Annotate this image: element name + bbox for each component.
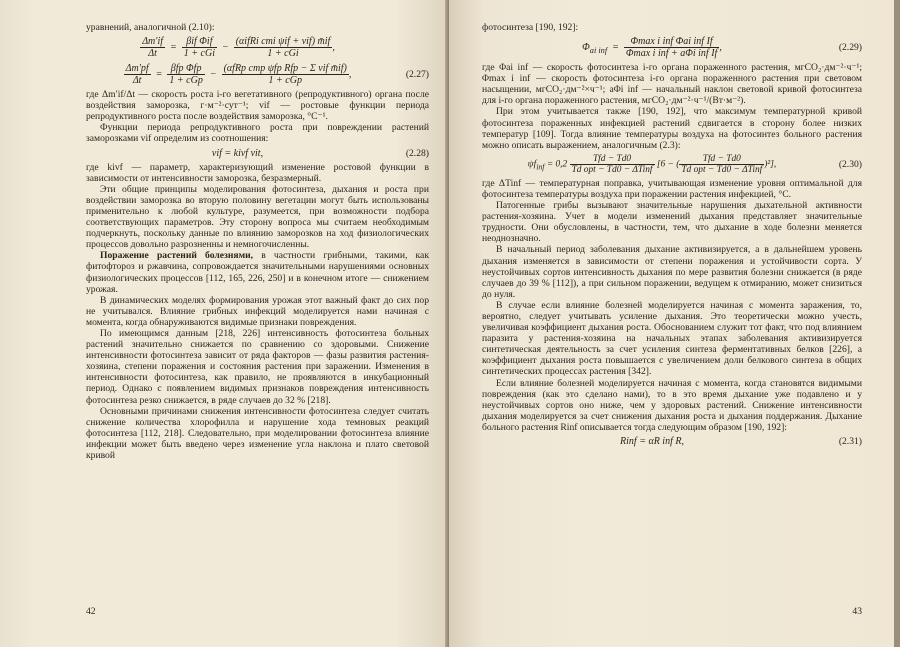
left-para-7: По имеющимся данным [218, 226] интенсивность фотосинтеза больных растений значительно снижается по сравнению со здоровыми. Снижение интенсивности фотосинтеза зависит от ряда факторов — фазы развития растения-хозяина, степени поражения и состояния растения при заражении. Изменения в интенсивности фотосинтеза, как правило, не проявляются в инкубационный период. Однако с появлением видимых признаков повреждения интенсивность фотосинтеза резко снижается, в ряде случаев до 32 % [218]. (86, 327, 429, 406)
right-para-4: Патогенные грибы вызывают значительные нарушения дыхательной активности растения-хозяина. Учет в модели изменений дыхания представляет значительные трудности. Они обусловлены, в частности, тем, что дыхание в ходе болезни меняется неоднозначно. (482, 200, 862, 245)
right-para-2: При этом учитывается также [190, 192], что максимум температурной кривой фотосинтеза пораженных инфекцией растений сдвигается в сторону более низких температур [109]. Тогда влияние температуры воздуха на фотосинтез больного растения можно описать выражением, аналогичным (2.3): (482, 106, 862, 151)
right-intro: фотосинтеза [190, 192]: (482, 22, 579, 33)
right-edge-shadow (894, 0, 900, 647)
left-para-6: В динамических моделях формирования урожая этот важный факт до сих пор не учитывался. Влияние грибных инфекций моделируется нами начиная с момента, когда обнаруживаются видимые признаки повреждения. (86, 294, 429, 328)
left-para-5: Поражение растений болезнями, в частности грибными, такими, как фитофтороз и ржавчина, сопровождается значительными нарушениями основных физиологических процессов [112, 165, 226, 250] и в конечном итоге — снижением урожая. (86, 250, 429, 295)
equation-2-29: $\Phi_{ai inf}$ = $\frac{\text{Φmax i inf Φai inf If}}{\text{Φmax i inf + aΦi inf If}}$ , (2.29) (582, 36, 862, 60)
right-para-7: Если влияние болезней моделируется начиная с момента, когда становятся видимыми повреждения (как это сделано нами), то в это время дыхание уже подавлено и у неустойчивых сортов оно ниже, чем у здоровых растений. Снижение интенсивности дыхания моделируется за счет снижения дыхания роста и дыхания поддержания. Дыхание больного растения Rinf описывается тогда следующим образом [190, 192]: (482, 377, 862, 433)
page-left (0, 0, 449, 647)
left-para-8: Основными причинами снижения интенсивности фотосинтеза следует считать снижение количества хлорофилла и нарушение хода темновых реакций фотосинтеза [112, 218]. Следовательно, при моделировании фотосинтеза влияние инфекции может быть введено через изменение угла наклона и плато световой кривой (86, 405, 429, 461)
page-right (449, 0, 900, 647)
left-intro: уравнений, аналогичной (2.10): (86, 22, 215, 33)
left-para-3: где kivf — параметр, характеризующий изменение ростовой функции в зависимости от интенсивности заморозка, безразмерный. (86, 161, 429, 184)
page-number-left: 42 (86, 606, 96, 617)
equation-2-30: $\psi f_{inf} = 0,2$ $\frac{\text{Tfd − Td0}}{\text{Td opt − Td0 − ΔTinf}}$ [6 − ( $\frac{\text{Tfd − Td0}}{\text{Td opt − Td0 − ΔTinf}}$ )²], (2.30) (527, 153, 862, 175)
equation-2-31: Rinf = αR inf R, (2.31) (620, 436, 862, 447)
equation-2-28: vif = kivf vit, (2.28) (211, 147, 429, 159)
right-para-3: где ΔTinf — температурная поправка, учитывающая изменение уровня оптимальной для фотосинтеза температуры воздуха при поражении растения инфекцией, °C. (482, 177, 862, 200)
left-para-2: Функции периода репродуктивного роста при повреждении растений заморозками vif определим из соотношения: (86, 122, 429, 145)
equation-a: $\frac{\Delta m'if}{\Delta t}$ = $\frac{\text{βif Φif}}{\text{1 + cGi}}$ − $\frac{\text{(αifRi cmi ψif + vif) m̄if}}{\text{1 + cGi}}$ , (142, 36, 335, 60)
left-para-1: где Δm′if/Δt — скорость роста i-го вегетативного (репродуктивного) органа после воздействия заморозка, г·м⁻²·сут⁻¹; vif — ростовые функции периода репродуктивного роста после воздействия заморозка, °C⁻¹. (86, 89, 429, 123)
right-para-5: В начальный период заболевания дыхание активизируется, а в дальнейшем уровень дыхания изменяется в зависимости от степени поражения и устойчивости сорта. У неустойчивых сортов интенсивность дыхания по мере развития болезни снижается (в ряде случаев до 39 % [112]), а при сильном поражении, ведущем к отмиранию, может снизиться до нуля. (482, 244, 862, 300)
right-para-6: В случае если влияние болезней моделируется начиная с момента заражения, то, вероятно, следует учитывать усиление дыхания. Это теоретически можно учесть, увеличивая коэффициент дыхания роста. Обоснованием служит тот факт, что под влиянием паразита у растения-хозяина на начальных этапах заболевания активизируется синтетическая деятельность за счет усиления синтеза ферментативных белков [226], а коэффициент дыхания роста повышается с увеличением доли белкового синтеза в общих синтетических процессах растения [342]. (482, 299, 862, 378)
equation-2-27: $\frac{\Delta m'pf}{\Delta t}$ = $\frac{\text{βfp Φfp}}{\text{1 + cGp}}$ − $\frac{\text{(αfRp cmp ψfp Rfp − Σ vif m̄if)}}{\text{1 + cGp}}$ , (2.27) (125, 63, 429, 87)
left-para-4: Эти общие принципы моделирования фотосинтеза, дыхания и роста при воздействии заморозка во вторую половину вегетации могут быть использованы применительно к любой культуре, разумеется, при возможности подбора соответствующих параметров. Эту сторону вопроса мы считаем необходимым подчеркнуть, поскольку данные по влиянию заморозков на ход физиологических процессов довольно разрозненны и немногочисленны. (86, 183, 429, 251)
page-number-right: 43 (852, 606, 862, 617)
right-para-1: где Φai inf — скорость фотосинтеза i-го органа пораженного растения, мгCO₂·дм⁻²·ч⁻¹; Φmax i inf — скорость фотосинтеза i-го органа пораженного растения при световом насыщении, мгCO₂·дм⁻²×ч⁻¹; aΦi inf — начальный наклон световой кривой фотосинтеза для i-го органа пораженного растения, мгCO₂·дм⁻²·ч⁻¹/(Вт·м⁻²). (482, 62, 862, 107)
